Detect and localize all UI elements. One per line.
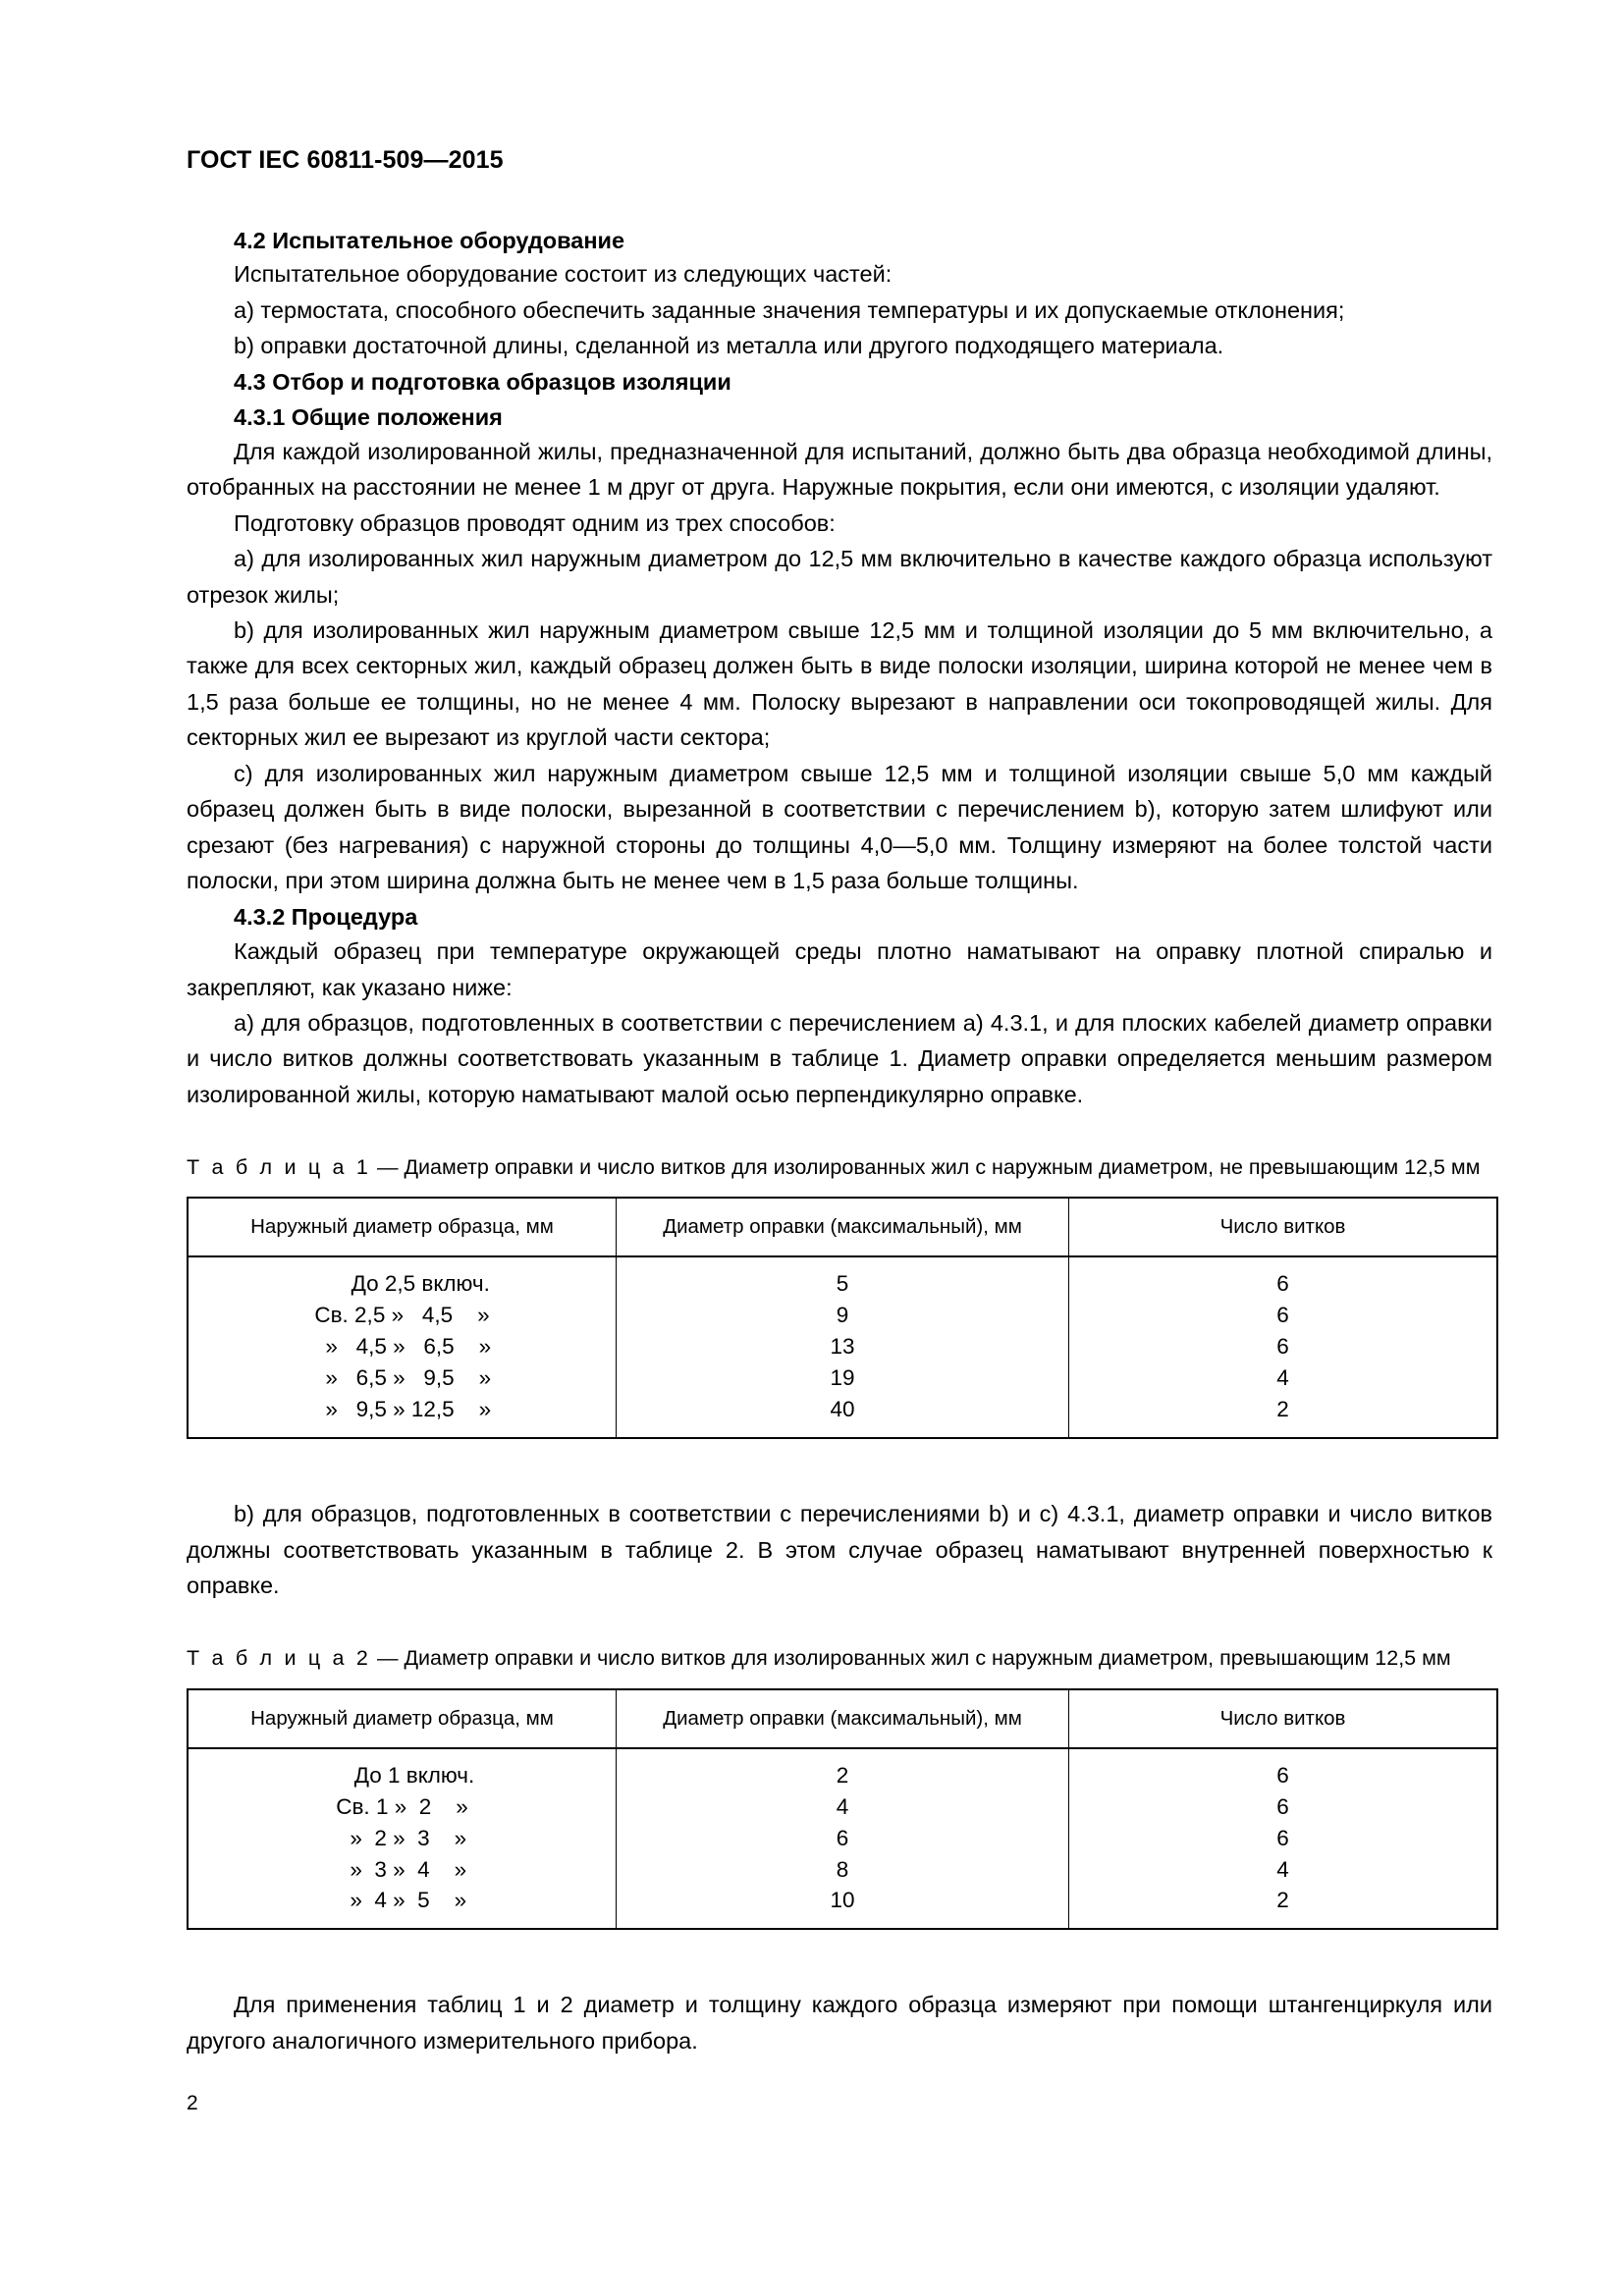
table-1-turns-4: 2 xyxy=(1276,1397,1289,1422)
table-2-turns-1: 6 xyxy=(1276,1793,1289,1819)
table-2-caption xyxy=(187,1642,1492,1674)
table-1-caption-dash: — xyxy=(371,1155,405,1180)
standard-header: ГОСТ IEC 60811-509—2015 xyxy=(187,146,504,174)
table-2-turns-4: 2 xyxy=(1276,1888,1289,1913)
table-1-turns-3: 4 xyxy=(1276,1365,1289,1391)
list-item-4-3-1-c: c) для изолированных жил наружным диаметром свыше 12,5 мм и толщиной изоляции свыше 5,0 мм каждый образец должен быть в виде полоски, вырезанной в соответствии с перечислением b), которую затем шлифуют или срезают (без нагревания) с наружной стороны до толщины 4,0—5,0 мм. Толщину измеряют на более толстой части полоски, при этом ширина должна быть не менее чем в 1,5 раза больше толщины. xyxy=(187,760,1492,893)
table-2-range-0: До 1 включ. xyxy=(329,1762,475,1788)
table-2-header-diameter: Наружный диаметр образца, мм xyxy=(188,1689,617,1748)
heading-4-2: 4.2 Испытательное оборудование xyxy=(234,227,625,253)
table-1-turns-2: 6 xyxy=(1276,1334,1289,1360)
table-2 xyxy=(187,1688,1498,1931)
table-2-body xyxy=(188,1748,1497,1930)
table-2-mandrel-4: 10 xyxy=(830,1888,855,1913)
table-1-caption xyxy=(187,1151,1492,1183)
table-2-mandrel-1: 4 xyxy=(836,1793,849,1819)
table-1-turns-1: 6 xyxy=(1276,1303,1289,1328)
table-2-range-3: » 3 » 4 » xyxy=(337,1856,467,1882)
heading-4-3-1: 4.3.1 Общие положения xyxy=(234,404,503,431)
page-number: 2 xyxy=(187,2092,198,2114)
table-1-body xyxy=(188,1256,1497,1438)
table-1-range-1: Св. 2,5 » 4,5 » xyxy=(314,1303,490,1328)
list-item-4-3-1-b: b) для изолированных жил наружным диаметром свыше 12,5 мм и толщиной изоляции до 5 мм включительно, а также для всех секторных жил, каждый образец должен быть в виде полоски изоляции, ширина которой не менее чем в 1,5 раза больше ее толщины, но не менее 4 мм. Полоску вырезают в направлении оси токопроводящей жилы. Для секторных жил ее вырезают из круглой части сектора; xyxy=(187,617,1492,751)
page-content xyxy=(187,147,1492,2058)
table-1-mandrel-1: 9 xyxy=(836,1303,849,1328)
table-1-mandrel-2: 13 xyxy=(830,1334,855,1360)
table-1-range-2: » 4,5 » 6,5 » xyxy=(312,1334,492,1360)
table-1-range-4: » 9,5 » 12,5 » xyxy=(312,1397,492,1422)
paragraph-4-3-1-first: Для каждой изолированной жилы, предназначенной для испытаний, должно быть два образца необходимой длины, отобранных на расстоянии не менее 1 м друг от друга. Наружные покрытия, если они имеются, с изоляции удаляют. xyxy=(187,438,1492,501)
table-2-range-4: » 4 » 5 » xyxy=(337,1888,467,1913)
table-2-turns-3: 4 xyxy=(1276,1856,1289,1882)
list-item-4-2-b: b) оправки достаточной длины, сделанной из металла или другого подходящего материала. xyxy=(234,333,1224,359)
table-1-col-mandrel xyxy=(617,1256,1069,1438)
table-1-mandrel-4: 40 xyxy=(830,1397,855,1422)
table-1-range-3: » 6,5 » 9,5 » xyxy=(312,1365,492,1391)
table-2-header-mandrel: Диаметр оправки (максимальный), мм xyxy=(617,1689,1069,1748)
table-1-header-turns: Число витков xyxy=(1069,1198,1498,1256)
paragraph-4-3-1-methods: Подготовку образцов проводят одним из трех способов: xyxy=(234,509,836,536)
table-2-header-turns: Число витков xyxy=(1069,1689,1498,1748)
table-1-col-ranges xyxy=(188,1256,617,1438)
table-1-header-row xyxy=(188,1198,1497,1256)
table-1-header-mandrel: Диаметр оправки (максимальный), мм xyxy=(617,1198,1069,1256)
table-2-turns-2: 6 xyxy=(1276,1825,1289,1850)
table-2-caption-text: Диаметр оправки и число витков для изолированных жил с наружным диаметром, превышающим 12,5 мм xyxy=(404,1646,1451,1671)
heading-4-3: 4.3 Отбор и подготовка образцов изоляции xyxy=(234,369,731,396)
paragraph-4-3-2-first: Каждый образец при температуре окружающей среды плотно наматывают на оправку плотной спиралью и закрепляют, как указано ниже: xyxy=(187,938,1492,1000)
table-1-caption-label: Т а б л и ц а 1 xyxy=(187,1155,372,1180)
paragraph-closing: Для применения таблиц 1 и 2 диаметр и толщину каждого образца измеряют при помощи штангенциркуля или другого аналогичного измерительного прибора. xyxy=(187,1992,1492,2054)
table-2-caption-dash: — xyxy=(371,1646,405,1671)
list-item-4-3-2-a: a) для образцов, подготовленных в соответствии с перечислением a) 4.3.1, и для плоских кабелей диаметр оправки и число витков должны соответствовать указанным в таблице 1. Диаметр оправки определяется меньшим размером изолированной жилы, которую наматывают малой осью перпендикулярно оправке. xyxy=(187,1009,1492,1107)
table-1-mandrel-0: 5 xyxy=(836,1271,849,1297)
table-2-col-turns xyxy=(1069,1748,1498,1930)
table-2-turns-0: 6 xyxy=(1276,1762,1289,1788)
paragraph-4-2-intro: Испытательное оборудование состоит из следующих частей: xyxy=(234,261,893,288)
list-item-4-3-1-a: a) для изолированных жил наружным диаметром до 12,5 мм включительно в качестве каждого образца используют отрезок жилы; xyxy=(187,546,1492,608)
table-1-caption-text: Диаметр оправки и число витков для изолированных жил с наружным диаметром, не превышающим 12,5 мм xyxy=(404,1155,1481,1180)
table-2-mandrel-0: 2 xyxy=(836,1762,849,1788)
table-2-head xyxy=(188,1689,1497,1748)
table-1 xyxy=(187,1197,1498,1439)
table-1-mandrel-3: 19 xyxy=(830,1365,855,1391)
table-1-col-turns xyxy=(1069,1256,1498,1438)
list-item-4-3-2-b: b) для образцов, подготовленных в соответствии с перечислениями b) и c) 4.3.1, диаметр оправки и число витков должны соответствовать указанным в таблице 2. В этом случае образец наматывают внутренней поверхностью к оправке. xyxy=(187,1501,1492,1599)
table-2-mandrel-2: 6 xyxy=(836,1825,849,1850)
table-1-header-diameter: Наружный диаметр образца, мм xyxy=(188,1198,617,1256)
list-item-4-2-a: a) термостата, способного обеспечить заданные значения температуры и их допускаемые отклонения; xyxy=(234,296,1345,323)
table-2-col-ranges xyxy=(188,1748,617,1930)
table-2-header-row xyxy=(188,1689,1497,1748)
table-2-range-1: Св. 1 » 2 » xyxy=(336,1793,468,1819)
table-2-mandrel-3: 8 xyxy=(836,1856,849,1882)
table-2-caption-label: Т а б л и ц а 2 xyxy=(187,1646,372,1671)
table-1-range-0: До 2,5 включ. xyxy=(314,1271,490,1297)
heading-4-3-2: 4.3.2 Процедура xyxy=(234,904,418,931)
table-row xyxy=(188,1256,1497,1438)
table-1-turns-0: 6 xyxy=(1276,1271,1289,1297)
table-2-range-2: » 2 » 3 » xyxy=(337,1825,467,1850)
table-1-head xyxy=(188,1198,1497,1256)
table-2-col-mandrel xyxy=(617,1748,1069,1930)
table-row xyxy=(188,1748,1497,1930)
